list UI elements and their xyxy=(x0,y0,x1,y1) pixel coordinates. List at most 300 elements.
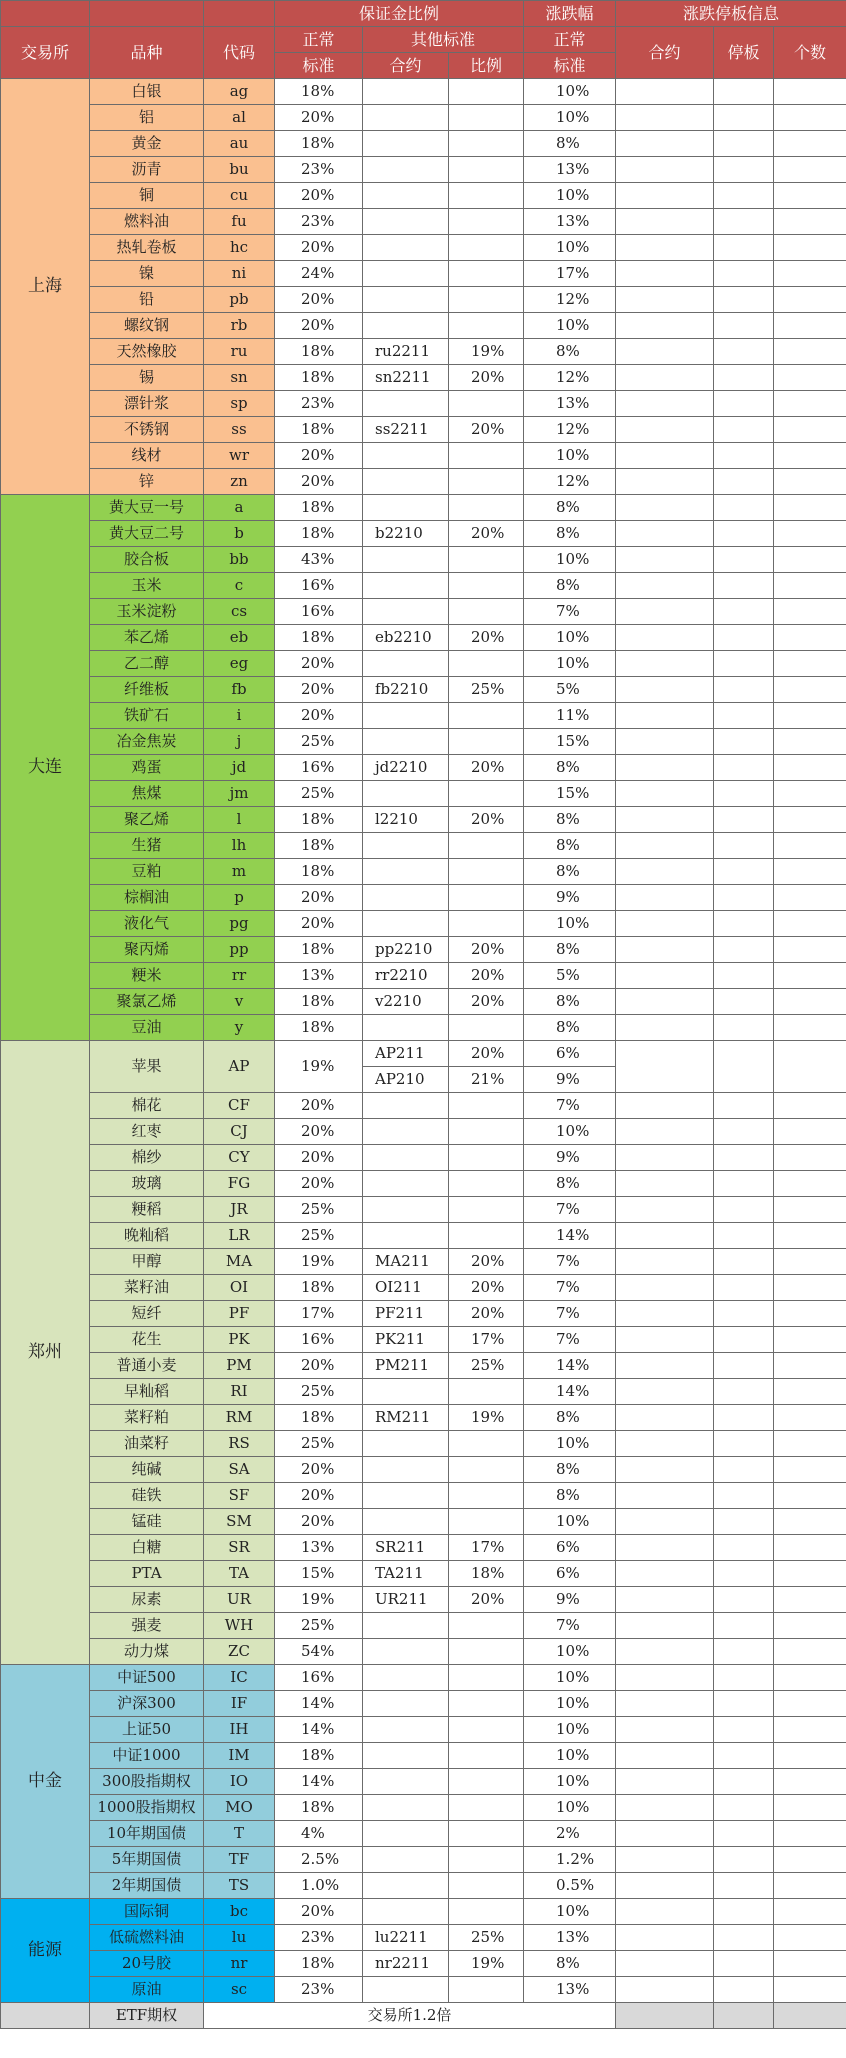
other-ratio-cell: 20% xyxy=(449,807,524,833)
limit-cell: 7% xyxy=(524,1249,616,1275)
other-ratio-cell xyxy=(449,1847,524,1873)
table-row xyxy=(1,183,846,209)
stop-count-cell xyxy=(774,1197,846,1223)
other-contract-cell xyxy=(363,1379,449,1405)
header-code: 代码 xyxy=(204,27,275,79)
stop-count-cell xyxy=(774,443,846,469)
other-contract-cell xyxy=(363,573,449,599)
variety-cell: 不锈钢 xyxy=(90,417,204,443)
code-cell: sc xyxy=(204,1977,275,2003)
stop-contract-cell xyxy=(616,599,714,625)
margin-cell: 18% xyxy=(275,1405,363,1431)
stop-board-cell xyxy=(714,885,774,911)
other-ratio-cell: 18% xyxy=(449,1561,524,1587)
header-blank xyxy=(90,1,204,27)
stop-board-cell xyxy=(714,521,774,547)
other-contract-cell xyxy=(363,1977,449,2003)
other-contract-cell: RM211 xyxy=(363,1405,449,1431)
limit-cell: 17% xyxy=(524,261,616,287)
other-contract-cell xyxy=(363,1639,449,1665)
stop-count-cell xyxy=(774,183,846,209)
variety-cell: 原油 xyxy=(90,1977,204,2003)
stop-contract-cell xyxy=(616,755,714,781)
stop-contract-cell xyxy=(616,859,714,885)
stop-count-cell xyxy=(774,1665,846,1691)
variety-cell: 苹果 xyxy=(90,1041,204,1093)
stop-contract-cell xyxy=(616,1275,714,1301)
other-contract-cell: SR211 xyxy=(363,1535,449,1561)
code-cell: wr xyxy=(204,443,275,469)
variety-cell: 棕榈油 xyxy=(90,885,204,911)
table-row xyxy=(1,1665,846,1691)
other-ratio-cell: 20% xyxy=(449,1301,524,1327)
other-ratio-cell xyxy=(449,105,524,131)
stop-count-cell xyxy=(774,599,846,625)
table-row xyxy=(1,1795,846,1821)
table-row xyxy=(1,1405,846,1431)
code-cell: cu xyxy=(204,183,275,209)
stop-contract-cell xyxy=(616,677,714,703)
stop-count-cell xyxy=(774,1535,846,1561)
stop-contract-cell xyxy=(616,1457,714,1483)
margin-cell: 19% xyxy=(275,1041,363,1093)
limit-cell: 10% xyxy=(524,1431,616,1457)
other-ratio-cell xyxy=(449,313,524,339)
stop-board-cell xyxy=(714,1093,774,1119)
stop-contract-cell xyxy=(616,313,714,339)
other-ratio-cell: 20% xyxy=(449,1249,524,1275)
stop-contract-cell xyxy=(616,937,714,963)
margin-cell: 20% xyxy=(275,1171,363,1197)
table-row xyxy=(1,651,846,677)
stop-contract-cell xyxy=(616,1613,714,1639)
variety-cell: 铁矿石 xyxy=(90,703,204,729)
table-row xyxy=(1,1223,846,1249)
other-contract-cell: OI211 xyxy=(363,1275,449,1301)
other-ratio-cell xyxy=(449,1457,524,1483)
variety-cell: 生猪 xyxy=(90,833,204,859)
other-contract-cell xyxy=(363,1821,449,1847)
stop-count-cell xyxy=(774,781,846,807)
stop-contract-cell xyxy=(616,105,714,131)
stop-board-cell xyxy=(714,443,774,469)
table-row xyxy=(1,1899,846,1925)
table-row xyxy=(1,209,846,235)
table-row xyxy=(1,1327,846,1353)
stop-board-cell xyxy=(714,1743,774,1769)
margin-cell: 16% xyxy=(275,1665,363,1691)
stop-count-cell xyxy=(774,1587,846,1613)
other-ratio-cell xyxy=(449,1665,524,1691)
margin-cell: 18% xyxy=(275,79,363,105)
other-ratio-cell: 20% xyxy=(449,365,524,391)
margin-cell: 4% xyxy=(275,1821,363,1847)
stop-contract-cell xyxy=(616,1587,714,1613)
table-header xyxy=(1,1,846,79)
limit-cell: 12% xyxy=(524,469,616,495)
code-cell: TS xyxy=(204,1873,275,1899)
table-row xyxy=(1,1093,846,1119)
variety-cell: PTA xyxy=(90,1561,204,1587)
stop-contract-cell xyxy=(616,1743,714,1769)
other-contract-cell xyxy=(363,469,449,495)
limit-cell: 8% xyxy=(524,521,616,547)
variety-cell: 国际铜 xyxy=(90,1899,204,1925)
limit-cell: 8% xyxy=(524,755,616,781)
stop-board-cell xyxy=(714,1353,774,1379)
stop-board-cell xyxy=(714,183,774,209)
other-ratio-cell: 20% xyxy=(449,937,524,963)
table-row xyxy=(1,1743,846,1769)
stop-count-cell xyxy=(774,365,846,391)
stop-board-cell xyxy=(714,1613,774,1639)
other-ratio-cell xyxy=(449,391,524,417)
margin-cell: 23% xyxy=(275,1977,363,2003)
header-stop-info-group: 涨跌停板信息 xyxy=(616,1,846,27)
limit-cell: 13% xyxy=(524,209,616,235)
other-ratio-cell: 19% xyxy=(449,339,524,365)
table-row xyxy=(1,469,846,495)
stop-contract-cell xyxy=(616,1483,714,1509)
stop-board-cell xyxy=(714,1405,774,1431)
other-contract-cell: pp2210 xyxy=(363,937,449,963)
stop-board-cell xyxy=(714,677,774,703)
stop-contract-cell xyxy=(616,2003,714,2029)
margin-cell: 18% xyxy=(275,339,363,365)
other-ratio-cell xyxy=(449,261,524,287)
header-stop-contract: 合约 xyxy=(616,27,714,79)
other-contract-cell xyxy=(363,209,449,235)
limit-cell: 14% xyxy=(524,1379,616,1405)
stop-count-cell xyxy=(774,209,846,235)
exchange-cell: 上海 xyxy=(1,79,90,495)
stop-board-cell xyxy=(714,261,774,287)
other-ratio-cell xyxy=(449,1977,524,2003)
other-ratio-cell xyxy=(449,1899,524,1925)
stop-count-cell xyxy=(774,1925,846,1951)
other-ratio-cell: 20% xyxy=(449,989,524,1015)
stop-contract-cell xyxy=(616,1171,714,1197)
stop-contract-cell xyxy=(616,1249,714,1275)
limit-cell: 8% xyxy=(524,989,616,1015)
variety-cell: 强麦 xyxy=(90,1613,204,1639)
stop-board-cell xyxy=(714,1379,774,1405)
other-ratio-cell xyxy=(449,911,524,937)
margin-cell: 20% xyxy=(275,313,363,339)
stop-board-cell xyxy=(714,651,774,677)
limit-cell: 8% xyxy=(524,1405,616,1431)
other-ratio-cell: 19% xyxy=(449,1405,524,1431)
margin-cell: 18% xyxy=(275,859,363,885)
code-cell: jm xyxy=(204,781,275,807)
code-cell: c xyxy=(204,573,275,599)
margin-cell: 14% xyxy=(275,1769,363,1795)
limit-cell: 15% xyxy=(524,781,616,807)
other-contract-cell: fb2210 xyxy=(363,677,449,703)
limit-cell: 10% xyxy=(524,1717,616,1743)
limit-cell: 10% xyxy=(524,1665,616,1691)
other-ratio-cell xyxy=(449,1431,524,1457)
footer-row xyxy=(1,2003,846,2029)
limit-cell: 12% xyxy=(524,287,616,313)
limit-cell: 9% xyxy=(524,885,616,911)
table-row xyxy=(1,1041,846,1067)
other-ratio-cell xyxy=(449,703,524,729)
limit-cell: 0.5% xyxy=(524,1873,616,1899)
other-ratio-cell xyxy=(449,599,524,625)
table-row xyxy=(1,417,846,443)
other-ratio-cell: 20% xyxy=(449,521,524,547)
margin-cell: 20% xyxy=(275,911,363,937)
other-contract-cell xyxy=(363,1509,449,1535)
code-cell: hc xyxy=(204,235,275,261)
variety-cell: 棉花 xyxy=(90,1093,204,1119)
stop-board-cell xyxy=(714,1639,774,1665)
margin-cell: 19% xyxy=(275,1249,363,1275)
limit-cell: 10% xyxy=(524,313,616,339)
stop-count-cell xyxy=(774,677,846,703)
code-cell: bb xyxy=(204,547,275,573)
variety-cell: 短纤 xyxy=(90,1301,204,1327)
other-ratio-cell xyxy=(449,469,524,495)
stop-contract-cell xyxy=(616,131,714,157)
other-ratio-cell xyxy=(449,859,524,885)
stop-board-cell xyxy=(714,1327,774,1353)
stop-count-cell xyxy=(774,807,846,833)
other-contract-cell xyxy=(363,1613,449,1639)
stop-board-cell xyxy=(714,131,774,157)
stop-count-cell xyxy=(774,1483,846,1509)
variety-cell: 晚籼稻 xyxy=(90,1223,204,1249)
stop-contract-cell xyxy=(616,729,714,755)
stop-count-cell xyxy=(774,1249,846,1275)
variety-cell: 乙二醇 xyxy=(90,651,204,677)
header-ratio: 比例 xyxy=(449,53,524,79)
stop-count-cell xyxy=(774,1847,846,1873)
table-row xyxy=(1,1951,846,1977)
margin-cell: 23% xyxy=(275,157,363,183)
header-row-1 xyxy=(1,1,846,27)
table-row xyxy=(1,573,846,599)
other-contract-cell: lu2211 xyxy=(363,1925,449,1951)
variety-cell: 漂针浆 xyxy=(90,391,204,417)
other-ratio-cell xyxy=(449,651,524,677)
code-cell: PM xyxy=(204,1353,275,1379)
variety-cell: 燃料油 xyxy=(90,209,204,235)
stop-contract-cell xyxy=(616,261,714,287)
header-variety: 品种 xyxy=(90,27,204,79)
stop-count-cell xyxy=(774,1015,846,1041)
stop-contract-cell xyxy=(616,1015,714,1041)
other-contract-cell xyxy=(363,235,449,261)
stop-count-cell xyxy=(774,729,846,755)
stop-contract-cell xyxy=(616,1639,714,1665)
other-contract-cell xyxy=(363,1717,449,1743)
stop-contract-cell xyxy=(616,339,714,365)
other-contract-cell: AP211 xyxy=(363,1041,449,1067)
stop-board-cell xyxy=(714,495,774,521)
other-ratio-cell xyxy=(449,547,524,573)
other-contract-cell xyxy=(363,833,449,859)
stop-count-cell xyxy=(774,105,846,131)
margin-cell: 25% xyxy=(275,1223,363,1249)
other-contract-cell xyxy=(363,1769,449,1795)
table-row xyxy=(1,807,846,833)
stop-contract-cell xyxy=(616,703,714,729)
margin-cell: 18% xyxy=(275,833,363,859)
table-row xyxy=(1,1171,846,1197)
stop-contract-cell xyxy=(616,1925,714,1951)
header-normal: 正常 xyxy=(275,27,363,53)
stop-board-cell xyxy=(714,1691,774,1717)
table-row xyxy=(1,677,846,703)
code-cell: pp xyxy=(204,937,275,963)
table-row xyxy=(1,937,846,963)
other-contract-cell xyxy=(363,1665,449,1691)
stop-board-cell xyxy=(714,1769,774,1795)
limit-cell: 7% xyxy=(524,1275,616,1301)
table-row xyxy=(1,1925,846,1951)
other-ratio-cell: 25% xyxy=(449,1925,524,1951)
margin-cell: 14% xyxy=(275,1691,363,1717)
stop-board-cell xyxy=(714,989,774,1015)
other-contract-cell xyxy=(363,1145,449,1171)
margin-cell: 20% xyxy=(275,1353,363,1379)
variety-cell: 黄大豆一号 xyxy=(90,495,204,521)
stop-count-cell xyxy=(774,755,846,781)
stop-count-cell xyxy=(774,391,846,417)
limit-cell: 1.2% xyxy=(524,1847,616,1873)
limit-cell: 10% xyxy=(524,1639,616,1665)
other-ratio-cell xyxy=(449,287,524,313)
margin-cell: 16% xyxy=(275,1327,363,1353)
margin-cell: 15% xyxy=(275,1561,363,1587)
stop-contract-cell xyxy=(616,1431,714,1457)
stop-contract-cell xyxy=(616,1119,714,1145)
other-ratio-cell xyxy=(449,443,524,469)
limit-cell: 13% xyxy=(524,157,616,183)
other-contract-cell xyxy=(363,729,449,755)
stop-contract-cell xyxy=(616,781,714,807)
code-cell: PK xyxy=(204,1327,275,1353)
margin-cell: 20% xyxy=(275,651,363,677)
stop-board-cell xyxy=(714,1873,774,1899)
table-row xyxy=(1,989,846,1015)
margin-cell: 20% xyxy=(275,1119,363,1145)
code-cell: IC xyxy=(204,1665,275,1691)
variety-cell: 花生 xyxy=(90,1327,204,1353)
stop-count-cell xyxy=(774,989,846,1015)
other-contract-cell xyxy=(363,1795,449,1821)
stop-board-cell xyxy=(714,911,774,937)
stop-board-cell xyxy=(714,1431,774,1457)
table-row xyxy=(1,1821,846,1847)
code-cell: ni xyxy=(204,261,275,287)
stop-count-cell xyxy=(774,1275,846,1301)
variety-cell: 聚乙烯 xyxy=(90,807,204,833)
other-ratio-cell: 20% xyxy=(449,963,524,989)
stop-count-cell xyxy=(774,1639,846,1665)
variety-cell: 天然橡胶 xyxy=(90,339,204,365)
limit-cell: 10% xyxy=(524,443,616,469)
stop-contract-cell xyxy=(616,443,714,469)
limit-cell: 10% xyxy=(524,1743,616,1769)
stop-count-cell xyxy=(774,1509,846,1535)
table-row xyxy=(1,1847,846,1873)
code-cell: UR xyxy=(204,1587,275,1613)
stop-board-cell xyxy=(714,469,774,495)
variety-cell: 动力煤 xyxy=(90,1639,204,1665)
other-ratio-cell: 19% xyxy=(449,1951,524,1977)
limit-cell: 10% xyxy=(524,625,616,651)
stop-board-cell xyxy=(714,781,774,807)
margin-cell: 20% xyxy=(275,885,363,911)
other-contract-cell: ss2211 xyxy=(363,417,449,443)
exchange-cell: 郑州 xyxy=(1,1041,90,1665)
other-contract-cell: PK211 xyxy=(363,1327,449,1353)
other-contract-cell xyxy=(363,1483,449,1509)
table-body xyxy=(1,79,846,2029)
table-row xyxy=(1,1457,846,1483)
margin-cell: 18% xyxy=(275,1743,363,1769)
margin-cell: 14% xyxy=(275,1717,363,1743)
stop-contract-cell xyxy=(616,885,714,911)
variety-cell: 螺纹钢 xyxy=(90,313,204,339)
stop-contract-cell xyxy=(616,625,714,651)
other-ratio-cell xyxy=(449,729,524,755)
stop-count-cell xyxy=(774,547,846,573)
other-contract-cell xyxy=(363,651,449,677)
table-row xyxy=(1,1015,846,1041)
variety-cell: 沥青 xyxy=(90,157,204,183)
stop-count-cell xyxy=(774,1457,846,1483)
variety-cell: 线材 xyxy=(90,443,204,469)
stop-contract-cell xyxy=(616,651,714,677)
other-ratio-cell xyxy=(449,1743,524,1769)
table-row xyxy=(1,1613,846,1639)
variety-cell: 300股指期权 xyxy=(90,1769,204,1795)
stop-count-cell xyxy=(774,1613,846,1639)
margin-cell: 13% xyxy=(275,963,363,989)
stop-contract-cell xyxy=(616,469,714,495)
stop-board-cell xyxy=(714,1223,774,1249)
code-cell: IH xyxy=(204,1717,275,1743)
stop-board-cell xyxy=(714,807,774,833)
stop-contract-cell xyxy=(616,1145,714,1171)
code-cell: IF xyxy=(204,1691,275,1717)
variety-cell: 聚氯乙烯 xyxy=(90,989,204,1015)
limit-cell: 13% xyxy=(524,1925,616,1951)
other-contract-cell xyxy=(363,443,449,469)
margin-cell: 54% xyxy=(275,1639,363,1665)
table-row xyxy=(1,1977,846,2003)
code-cell: LR xyxy=(204,1223,275,1249)
stop-count-cell xyxy=(774,157,846,183)
other-contract-cell xyxy=(363,1197,449,1223)
limit-cell: 13% xyxy=(524,1977,616,2003)
stop-board-cell xyxy=(714,755,774,781)
code-cell: CF xyxy=(204,1093,275,1119)
other-ratio-cell xyxy=(449,781,524,807)
table-row xyxy=(1,1483,846,1509)
variety-cell: 纯碱 xyxy=(90,1457,204,1483)
exchange-cell: 大连 xyxy=(1,495,90,1041)
stop-count-cell xyxy=(774,1951,846,1977)
table-row xyxy=(1,1717,846,1743)
stop-board-cell xyxy=(714,1249,774,1275)
code-cell: rr xyxy=(204,963,275,989)
limit-cell: 7% xyxy=(524,1197,616,1223)
